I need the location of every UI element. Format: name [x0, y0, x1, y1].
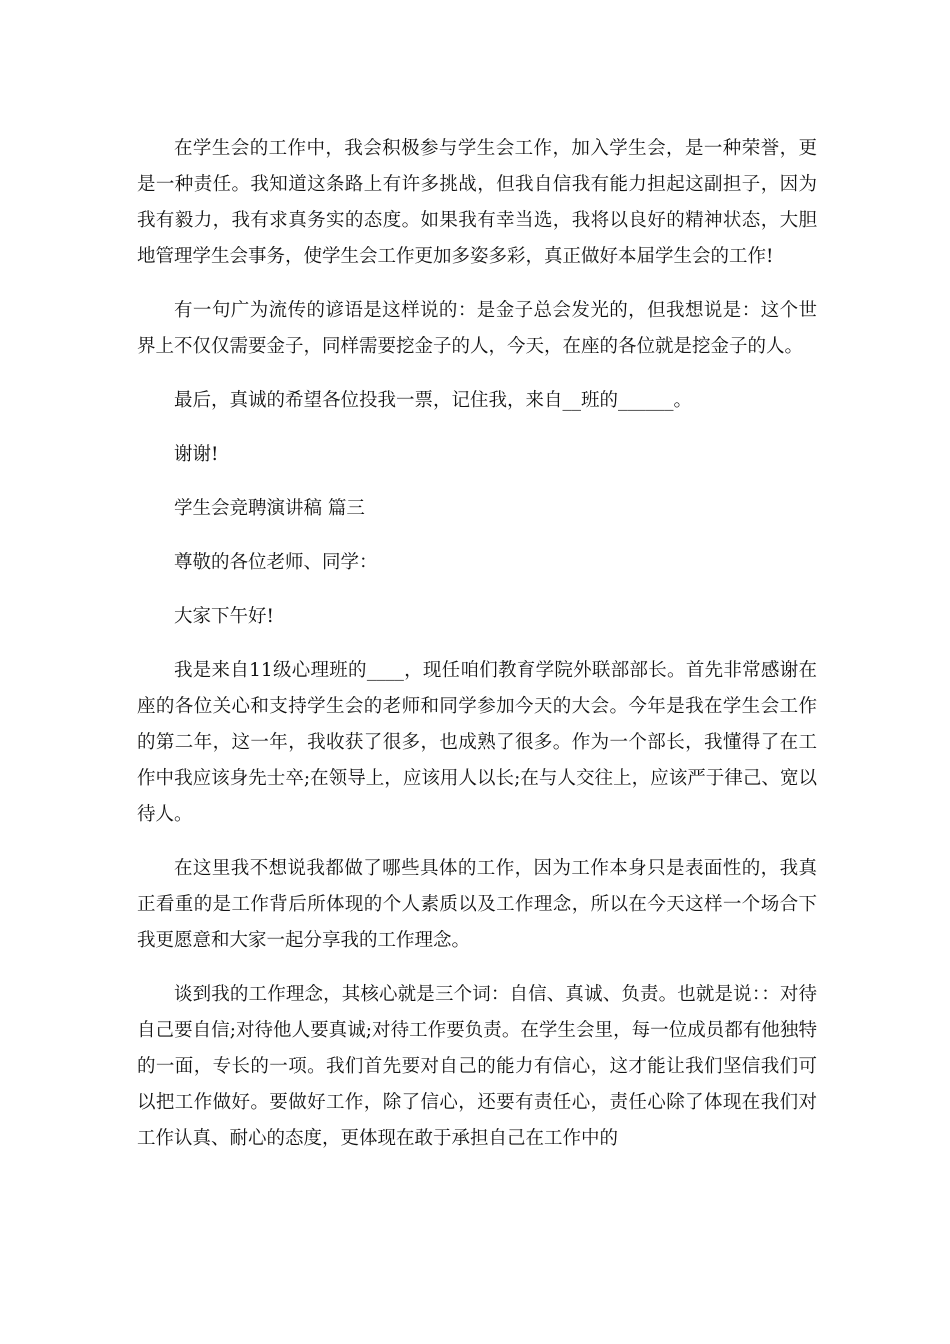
paragraph-thanks: 谢谢! [174, 444, 219, 465]
paragraph-salutation: 尊敬的各位老师、同学： [174, 552, 378, 573]
document-body [137, 131, 817, 1175]
paragraph-self-introduction: 我是来自11级心理班的____，现任咱们教育学院外联部部长。首先非常感谢在座的各位关心和支持学生会的老师和同学参加今天的大会。今年是我在学生会工作的第二年，这一年，我收获了很多，也成熟了很多。作为一个部长，我懂得了在工作中我应该身先士卒;在领导上，应该用人以长;在与人交往上，应该严于律己、宽以待人。 [137, 660, 817, 825]
paragraph-core-values: 谈到我的工作理念，其核心就是三个词：自信、真诚、负责。也就是说：：对待自己要自信;对待他人要真诚;对待工作要负责。在学生会里，每一位成员都有他独特的一面，专长的一项。我们首先要对自己的能力有信心，这才能让我们坚信我们可以把工作做好。要做好工作，除了信心，还要有责任心，责任心除了体现在我们对工作认真、耐心的态度，更体现在敢于承担自己在工作中的 [137, 984, 817, 1149]
paragraph-greeting: 大家下午好! [174, 606, 274, 627]
paragraph-gold-proverb: 有一句广为流传的谚语是这样说的：是金子总会发光的，但我想说是：这个世界上不仅仅需要金子，同样需要挖金子的人，今天，在座的各位就是挖金子的人。 [137, 300, 817, 357]
paragraph-vote-request: 最后，真诚的希望各位投我一票，记住我，来自__班的______。 [174, 390, 693, 411]
section-heading: 学生会竞聘演讲稿 篇三 [174, 498, 365, 519]
paragraph-work-philosophy-intro: 在这里我不想说我都做了哪些具体的工作，因为工作本身只是表面性的，我真正看重的是工作背后所体现的个人素质以及工作理念，所以在今天这样一个场合下我更愿意和大家一起分享我的工作理念。 [137, 858, 817, 951]
paragraph-student-union-work: 在学生会的工作中，我会积极参与学生会工作，加入学生会，是一种荣誉，更是一种责任。我知道这条路上有许多挑战，但我自信我有能力担起这副担子，因为我有毅力，我有求真务实的态度。如果我有幸当选，我将以良好的精神状态，大胆地管理学生会事务，使学生会工作更加多姿多彩，真正做好本届学生会的工作! [137, 138, 817, 267]
